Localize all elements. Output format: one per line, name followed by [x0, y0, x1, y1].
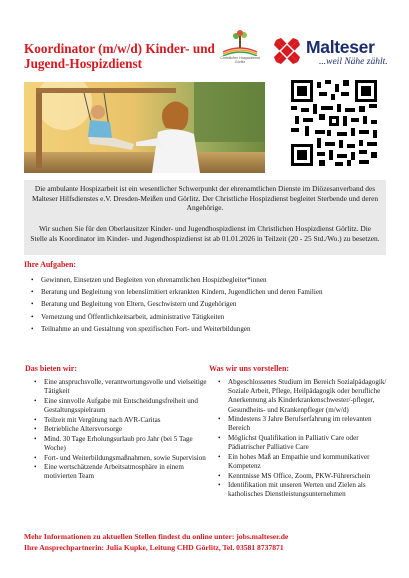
list-item: • Möglichst Qualifikation in Palliativ Care oder Pädiatrischer Palliative Care — [217, 434, 389, 452]
list-item: • Ein hohes Maß an Empathie und kommunikativer Kompetenz — [217, 453, 389, 471]
list-item: • Eine sinnvolle Aufgabe mit Entscheidungsfreiheit und Gestaltungsspielraum — [33, 397, 208, 415]
list-item: • Mindestens 3 Jahre Berufserfahrung im relevanten Bereich — [217, 415, 389, 433]
list-item: • Betriebliche Altersvorsorge — [33, 425, 208, 434]
aufgaben-list — [30, 276, 392, 337]
hospizdienst-logo — [220, 30, 260, 70]
intro-paragraph-2: Wir suchen Sie für den Oberlausitzer Kinder- und Jugendhospizdienst im Christlichen Hospizdienst Görlitz. Die Stelle als Koordinator im Kinder- und Jugendhospizdienst ist ab 01.01.2026 in Teilzeit (20 - 25 Std./Wo.) zu besetzen. — [30, 224, 380, 243]
list-item: • Teilzeit mit Vergütung nach AVR-Caritas — [33, 416, 208, 425]
malteser-cross-icon — [272, 36, 302, 66]
list-item: • Eine anspruchsvolle, verantwortungsvolle und vielseitige Tätigkeit — [33, 378, 208, 396]
contact-line: Ihre Ansprechpartnerin: Julia Kupke, Leitung CHD Görlitz, Tel. 03581 8737871 — [24, 543, 284, 552]
qr-code[interactable] — [291, 80, 377, 166]
job-title: Koordinator (m/w/d) Kinder- und Jugend-Hospizdienst — [24, 41, 215, 71]
aufgaben-heading: Ihre Aufgaben: — [24, 260, 77, 269]
list-item: • Beratung und Begleitung von Eltern, Geschwistern und Zugehörigen — [30, 300, 392, 309]
list-item: • Kenntnisse MS Office, Zoom, PKW-Führerschein — [217, 472, 389, 481]
list-item: • Vernetzung und Öffentlichkeitsarbeit, administrative Tätigkeiten — [30, 313, 392, 322]
malteser-slogan: ...weil Nähe zählt. — [319, 57, 388, 67]
list-item: • Gewinnen, Einsetzen und Begleiten von ehrenamtlichen Hospizbegleiter*innen — [30, 276, 392, 285]
list-item: • Fort- und Weiterbildungsmaßnahmen, sowie Supervision — [33, 454, 208, 463]
list-item: • Identifikation mit unseren Werten und Zielen als katholisches Dienstleistungsunternehmen — [217, 481, 389, 499]
bieten-list — [33, 378, 208, 482]
hero-photo — [24, 82, 265, 173]
bieten-heading: Das bieten wir: — [25, 364, 77, 373]
list-item: • Eine wertschätzende Arbeitsatmosphäre in einem motivierten Team — [33, 463, 208, 481]
list-item: • Teilnahme an und Gestaltung von spezifischen Fort- und Weiterbildungen — [30, 325, 392, 334]
vorstellen-list — [217, 378, 389, 500]
list-item: • Mind. 30 Tage Erholungsurlaub pro Jahr (bei 5 Tage Woche) — [33, 435, 208, 453]
vorstellen-heading: Was wir uns vorstellen: — [209, 364, 290, 373]
hospizdienst-logo-text: Christlicher Hospizdienst Görlitz — [220, 56, 260, 64]
intro-paragraph-1: Die ambulante Hospizarbeit ist ein wesentlicher Schwerpunkt der ehrenamtlichen Dienste im Diözesanverband des Malteser Hilfsdienstes e.V. Dresden-Meißen und Görlitz. Der Christliche Hospizdienst begleitet Sterbende und deren Angehörige. — [31, 184, 379, 213]
more-info-link[interactable]: Mehr Informationen zu aktuellen Stellen findest du online unter: jobs.malteser.de — [24, 532, 289, 541]
malteser-logo — [272, 34, 390, 72]
list-item: • Beratung und Begleitung von lebenslimitiert erkrankten Kindern, Jugendlichen und deren Familien — [30, 288, 392, 297]
list-item: • Abgeschlossenes Studium im Bereich Sozialpädagogik/ Soziale Arbeit, Pflege, Heilpädagogik oder berufliche Anerkennung als Kinderkrankenschwester/-pfleger, Gesundheits- und Krankenpfleger (m/w/d) — [217, 378, 389, 415]
malteser-wordmark: Malteser — [306, 37, 375, 57]
